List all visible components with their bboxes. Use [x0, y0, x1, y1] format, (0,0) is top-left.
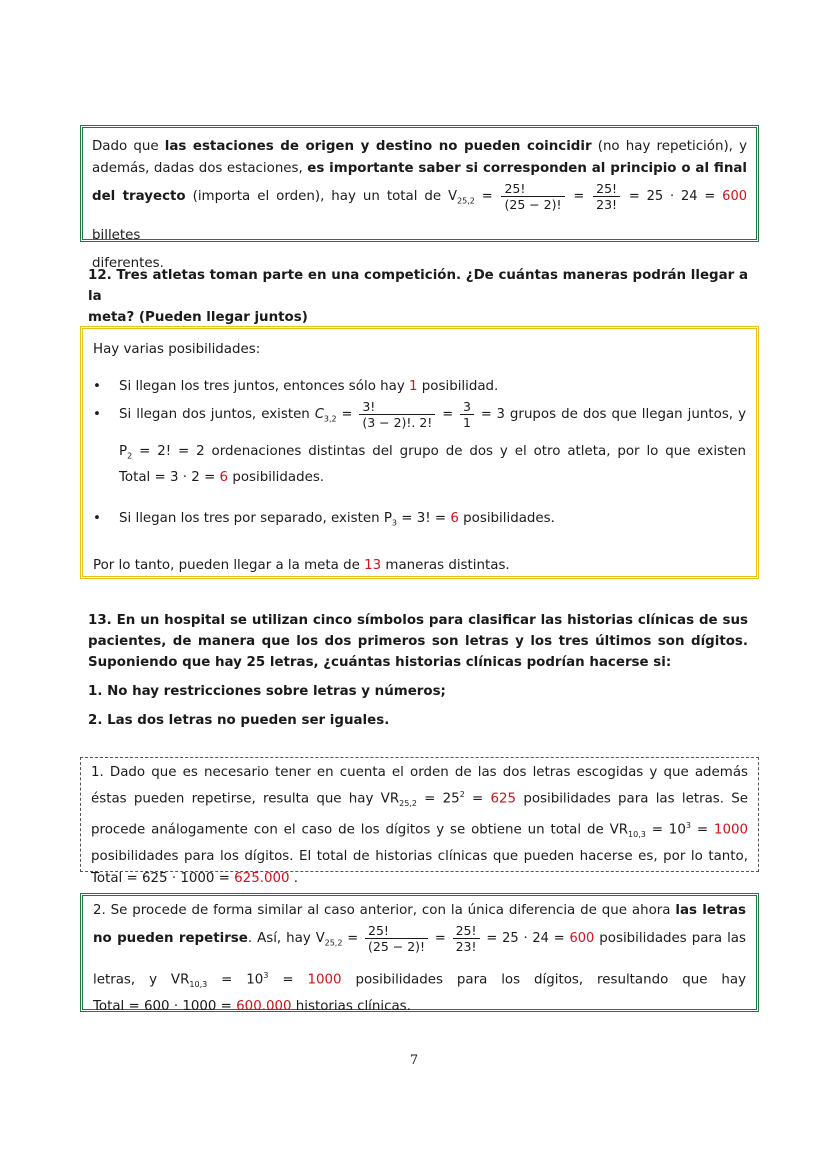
- box4-total: Total = 600 · 1000 = 600.000 historias clínicas.: [93, 998, 411, 1014]
- box4-line2: no pueden repetirse. Así, hay $V_{25,2}$ = $\frac{25!}{(25 - 2)!}$ = $\frac{25!}{23!}$ = 25 · 24 = 600 posibilidades para las: [93, 923, 746, 954]
- box4-line3: letras, y $VR_{10,3} = 10^3 = 1000$ posibilidades para los dígitos, resultando que hay: [93, 970, 746, 989]
- total-line: Total = 3 · 2 = 6 posibilidades.: [119, 470, 325, 486]
- box1-line2: además, dadas dos estaciones, es importante saber si corresponden al principio o al final: [92, 161, 747, 176]
- answer-box-stations: [80, 125, 759, 271]
- combination-formula: $C_{3,2}$ = $\frac{3!}{(3 - 2)!. 2!}$ = $\frac{3}{1}$ = 3: [314, 399, 505, 430]
- answer-box-part-2: [80, 893, 759, 1012]
- box2-conclusion: Por lo tanto, pueden llegar a la meta de 13 maneras distintas.: [93, 557, 510, 573]
- box1-line3: del trayecto (importa el orden), hay un total de $V_{25,2}$ = $\frac{25!}{(25 - 2)!}$ = $\frac{25!}{23!}$ = 25 · 24 = 600 billetes: [92, 181, 747, 243]
- page-number: 7: [409, 1053, 419, 1068]
- question-12: 12. Tres atletas toman parte en una competición. ¿De cuántas maneras podrán llegar a la meta? (Pueden llegar juntos): [88, 268, 748, 325]
- box3-total: Total = 625 · 1000 = 625.000 .: [91, 871, 299, 887]
- bullet-two-together: • Si llegan dos juntos, existen $C_{3,2}$ = $\frac{3!}{(3 - 2)!. 2!}$ = $\frac{3}{1}$ = 3 grupos de dos que llegan juntos, y: [93, 398, 746, 437]
- bullet-all-together: • Si llegan los tres juntos, entonces sólo hay 1 posibilidad.: [93, 376, 746, 398]
- box1-line4: diferentes.: [92, 255, 164, 271]
- permutation-line: $P_2 = 2$! = 2 ordenaciones distintas del grupo de dos y el otro atleta, por lo que existen: [119, 443, 746, 461]
- question-13-item-1: 1. No hay restricciones sobre letras y números;: [88, 684, 446, 699]
- box3-line3: procede análogamente con el caso de los dígitos y se obtiene un total de $VR_{10,3} = 10^3 = 1000$: [91, 821, 748, 840]
- question-13-item-2: 2. Las dos letras no pueden ser iguales.: [88, 713, 390, 728]
- box4-line1: 2. Se procede de forma similar al caso anterior, con la única diferencia de que ahora las letras: [93, 903, 746, 918]
- box1-line1: Dado que las estaciones de origen y destino no pueden coincidir (no hay repetición), y: [92, 139, 747, 154]
- variation-formula: $V_{25,2}$ = $\frac{25!}{(25 - 2)!}$ = $\frac{25!}{23!}$ = 25 · 24 = 600: [448, 181, 747, 212]
- answer-box-athletes: [80, 326, 759, 579]
- answer-box-part-1: 1. Dado que es necesario tener en cuenta el orden de las dos letras escogidas y que además éstas pueden repetirse, resulta que hay $VR_{25,2} = 25^2 = 625$ posibilidades para las letras. Se procede análogamente con el caso de los dígitos y se obtiene un total de $VR_{10,3} = 10^3 = 1000$ posibilidades para los dígitos. El total de historias clínicas que pueden hacerse es, por lo tanto, Total = 625 · 1000 = 625.000 .: [80, 757, 759, 872]
- question-13: 13. En un hospital se utilizan cinco símbolos para clasificar las historias clínicas de sus pacientes, de manera que los dos primeros son letras y los tres últimos son dígitos. Suponiendo que hay 25 letras, ¿cuántas historias clínicas podrían hacerse si: 1. No hay restricciones sobre letras y números; 2. Las dos letras no pueden ser iguales.: [88, 610, 748, 731]
- box2-intro: Hay varias posibilidades:: [93, 342, 261, 357]
- bullet-separate: • Si llegan los tres por separado, existen $P_3 = 3$! = 6 posibilidades.: [93, 508, 746, 535]
- variation-formula-2: $V_{25,2}$ = $\frac{25!}{(25 - 2)!}$ = $\frac{25!}{23!}$ = 25 · 24 = 600: [315, 923, 595, 954]
- box3-line2: éstas pueden repetirse, resulta que hay $VR_{25,2} = 25^2 = 625$ posibilidades para las letras. Se: [91, 790, 749, 809]
